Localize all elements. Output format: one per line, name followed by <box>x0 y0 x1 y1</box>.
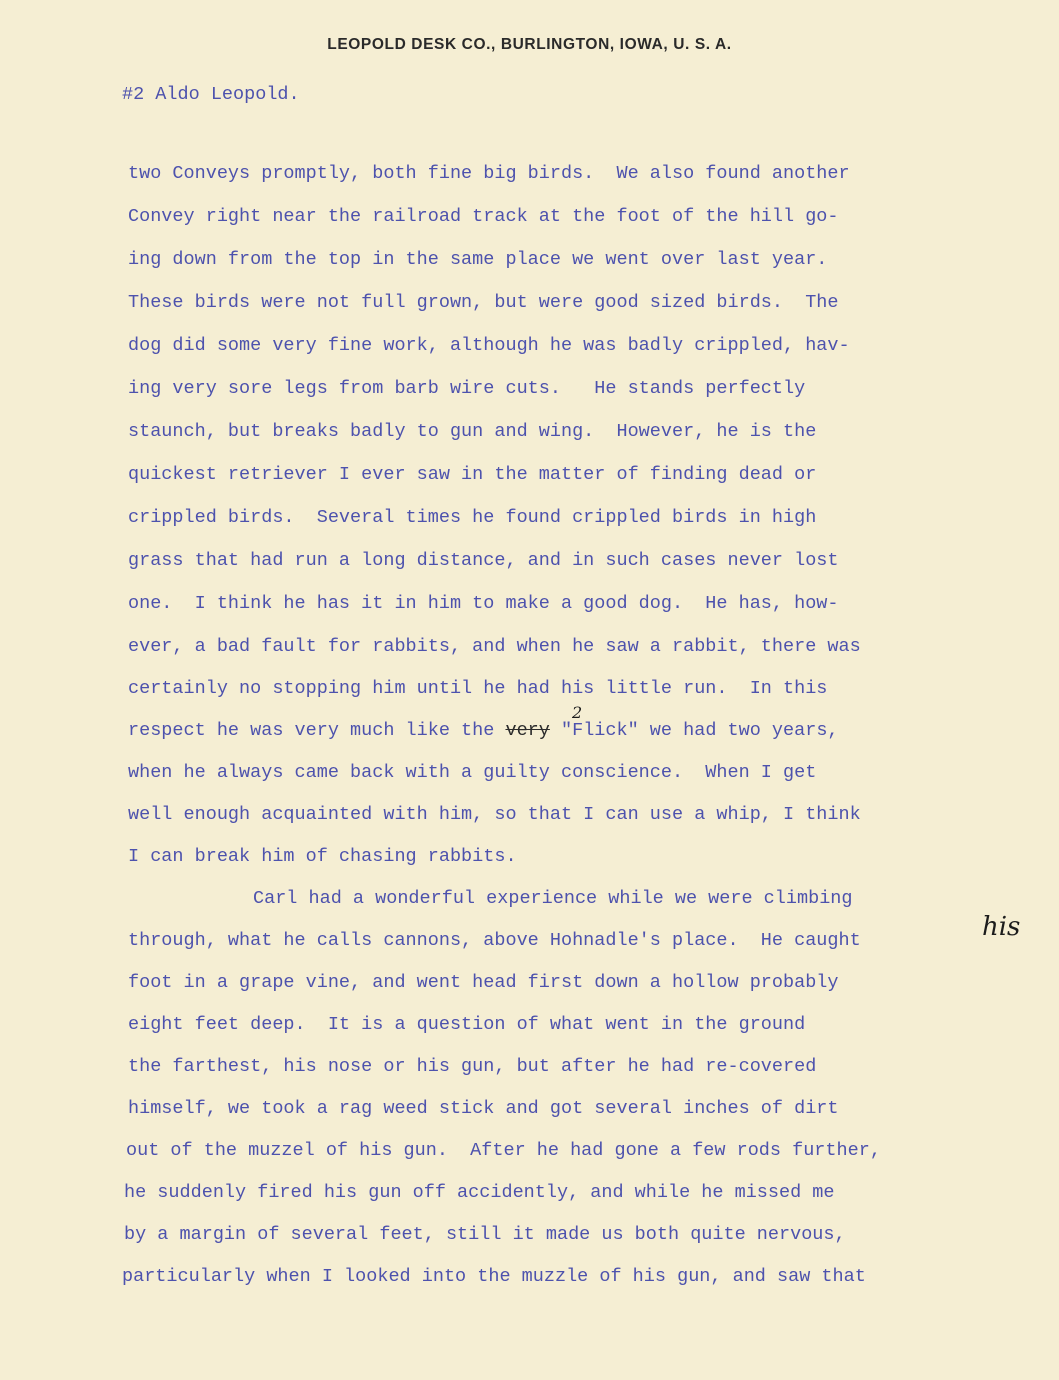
respect-text-after: "Flick" we had two years, <box>549 720 839 741</box>
body-line-respect <box>128 720 839 741</box>
body-line: by a margin of several feet, still it made us both quite nervous, <box>124 1224 846 1245</box>
body-line: ing down from the top in the same place we went over last year. <box>128 249 828 270</box>
body-line: Carl had a wonderful experience while we were climbing <box>253 888 853 909</box>
body-line: through, what he calls cannons, above Hohnadle's place. He caught <box>128 930 861 951</box>
body-line: one. I think he has it in him to make a good dog. He has, how- <box>128 593 839 614</box>
body-line: two Conveys promptly, both fine big birds. We also found another <box>128 163 850 184</box>
body-line: when he always came back with a guilty conscience. When I get <box>128 762 817 783</box>
body-line: I can break him of chasing rabbits. <box>128 846 517 867</box>
body-line: himself, we took a rag weed stick and got several inches of dirt <box>128 1098 839 1119</box>
handwritten-insert: 2 <box>572 703 583 722</box>
body-line: eight feet deep. It is a question of what went in the ground <box>128 1014 806 1035</box>
body-line: foot in a grape vine, and went head first down a hollow probably <box>128 972 839 993</box>
body-line: Convey right near the railroad track at the foot of the hill go- <box>128 206 839 227</box>
body-line: the farthest, his nose or his gun, but after he had re-covered <box>128 1056 817 1077</box>
handwritten-margin-note: his <box>982 912 1021 942</box>
body-line: crippled birds. Several times he found crippled birds in high <box>128 507 817 528</box>
body-line: ing very sore legs from barb wire cuts. He stands perfectly <box>128 378 806 399</box>
body-line: well enough acquainted with him, so that I can use a whip, I think <box>128 804 861 825</box>
respect-text-before: respect he was very much like the <box>128 720 506 741</box>
body-line: staunch, but breaks badly to gun and wing. However, he is the <box>128 421 817 442</box>
body-line: These birds were not full grown, but were good sized birds. The <box>128 292 839 313</box>
body-line: he suddenly fired his gun off accidently, and while he missed me <box>124 1182 835 1203</box>
body-line: out of the muzzel of his gun. After he had gone a few rods further, <box>126 1140 881 1161</box>
letterhead: LEOPOLD DESK CO., BURLINGTON, IOWA, U. S. A. <box>327 36 732 53</box>
body-line: dog did some very fine work, although he was badly crippled, hav- <box>128 335 850 356</box>
body-line: quickest retriever I ever saw in the matter of finding dead or <box>128 464 817 485</box>
body-line: ever, a bad fault for rabbits, and when he saw a rabbit, there was <box>128 636 861 657</box>
page-heading: #2 Aldo Leopold. <box>122 84 300 105</box>
body-line: grass that had run a long distance, and in such cases never lost <box>128 550 839 571</box>
body-line: certainly no stopping him until he had his little run. In this <box>128 678 828 699</box>
struck-word: very <box>505 720 550 741</box>
body-line: particularly when I looked into the muzzle of his gun, and saw that <box>122 1266 866 1287</box>
